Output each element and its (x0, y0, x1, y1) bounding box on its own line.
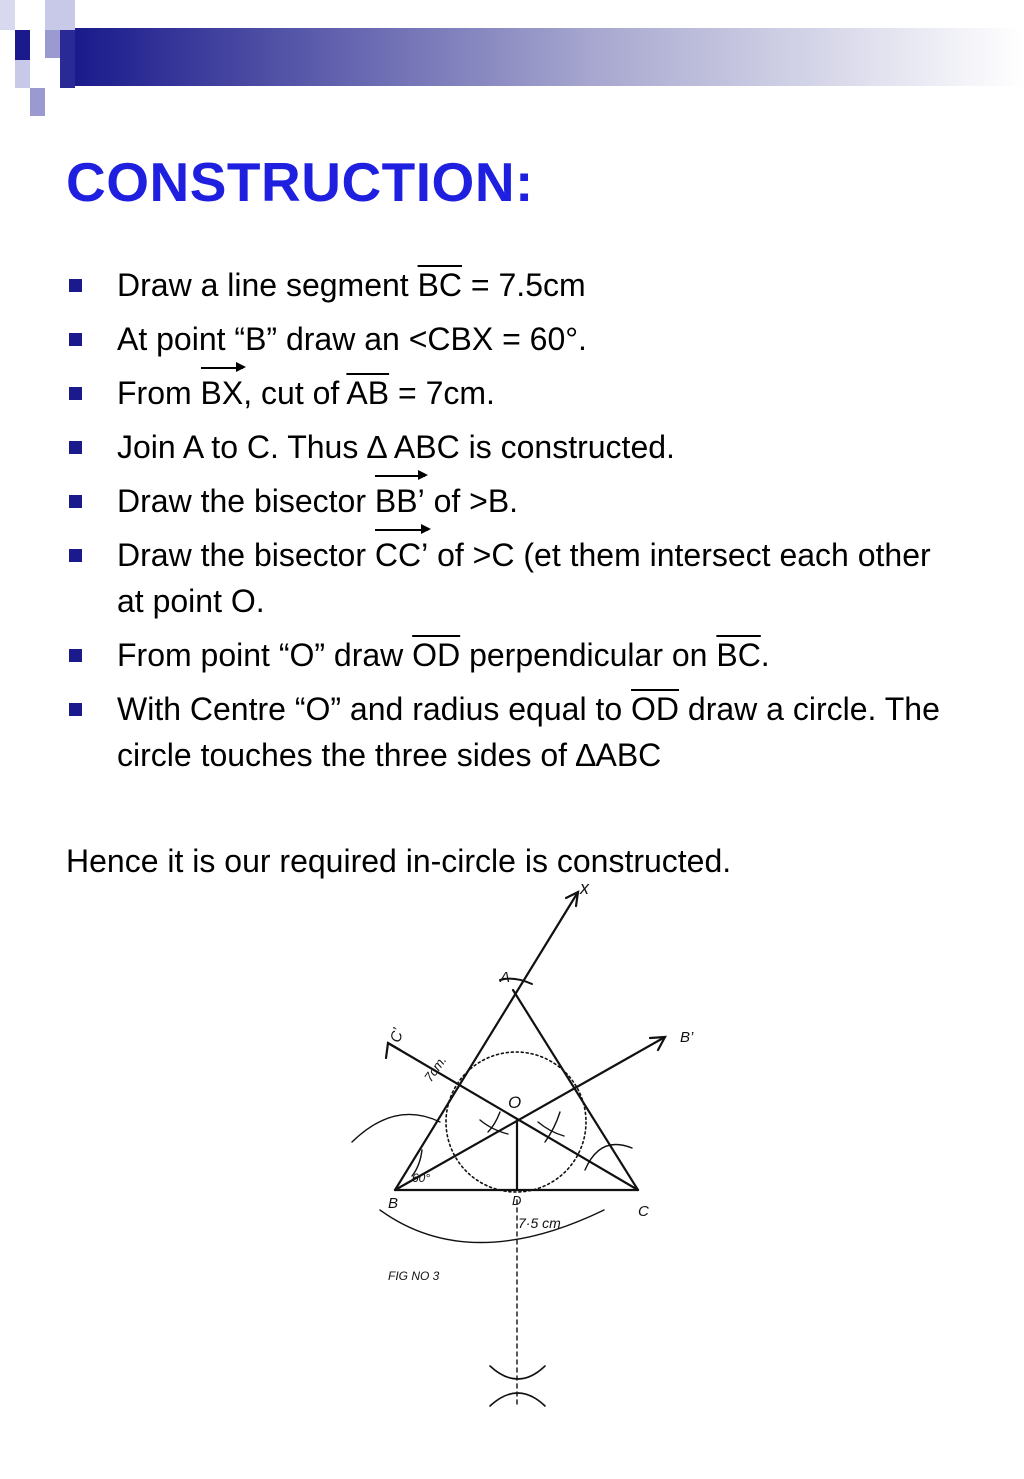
segment-label: $\overline{BC}$ (417, 267, 463, 303)
ray-label: BB’ (375, 478, 425, 524)
decor-square (30, 88, 45, 116)
list-item: With Centre “O” and radius equal to $\overline{OD}$ draw a circle. The circle touches the three sides of ∆ABC (66, 686, 966, 778)
label-side-bc: 7·5 cm (518, 1215, 561, 1231)
figure-caption: FIG NO 3 (388, 1269, 440, 1283)
label-d: D (512, 1193, 522, 1208)
list-item: Draw the bisector BB’ of >B. (66, 478, 966, 524)
segment-label: $\overline{OD}$ (412, 637, 461, 673)
bisector-cc-arrow (386, 1043, 400, 1058)
list-item: From BX, cut of $\overline{AB} = 7cm$. (66, 370, 966, 416)
bullet-square-icon (69, 495, 82, 508)
decor-square (0, 0, 15, 30)
label-side-ab: 7cm. (420, 1052, 450, 1085)
list-item: Join A to C. Thus ∆ ABC is constructed. (66, 424, 966, 470)
ray-bx (395, 892, 578, 1190)
list-item: From point “O” draw $\overline{OD}$ perpendicular on $\overline{BC}$. (66, 632, 966, 678)
bullet-square-icon (69, 387, 82, 400)
ray-label: CC’ (375, 532, 428, 578)
decor-square (60, 30, 75, 88)
segment-label: $\overline{OD}$ (631, 691, 680, 727)
list-item: At point “B” draw an <CBX = 60°. (66, 316, 966, 362)
ray-label: BX (201, 370, 244, 416)
label-x: x (580, 880, 589, 898)
segment-label: $\overline{BC}$ (716, 637, 761, 673)
bullet-square-icon (69, 703, 82, 716)
arc-large (380, 1210, 604, 1243)
header-decoration (0, 0, 1024, 130)
bullet-square-icon (69, 649, 82, 662)
label-b: B (388, 1195, 399, 1212)
bullet-square-icon (69, 333, 82, 346)
bullet-square-icon (69, 441, 82, 454)
bullet-square-icon (69, 279, 82, 292)
list-item: Draw a line segment $\overline{BC} = 7.5cm$ (66, 262, 966, 308)
page-title: CONSTRUCTION: (66, 151, 534, 213)
steps-list (66, 262, 966, 786)
list-item: Draw the bisector CC’ of >C (et them intersect each other at point O. (66, 532, 966, 624)
segment-label: $\overline{AB}$ (346, 375, 390, 411)
header-gradient-bar (75, 28, 1024, 86)
construction-figure (340, 880, 740, 1420)
label-c: C (638, 1203, 649, 1220)
arc-right (585, 1144, 632, 1170)
ray-bx-arrow (566, 892, 578, 906)
arc-x-mid2 (480, 1120, 508, 1134)
label-a: A (500, 969, 511, 986)
label-o: O (508, 1093, 522, 1112)
label-b-prime: B’ (680, 1029, 694, 1046)
label-angle: 60° (412, 1171, 431, 1185)
decor-square (45, 30, 60, 58)
arc-x-mid3 (545, 1112, 560, 1142)
label-c-prime: C’ (387, 1026, 408, 1045)
decor-square (15, 30, 30, 60)
decor-square (45, 0, 75, 30)
decor-square (15, 60, 30, 88)
conclusion-text: Hence it is our required in-circle is constructed. (66, 843, 732, 879)
bullet-square-icon (69, 549, 82, 562)
